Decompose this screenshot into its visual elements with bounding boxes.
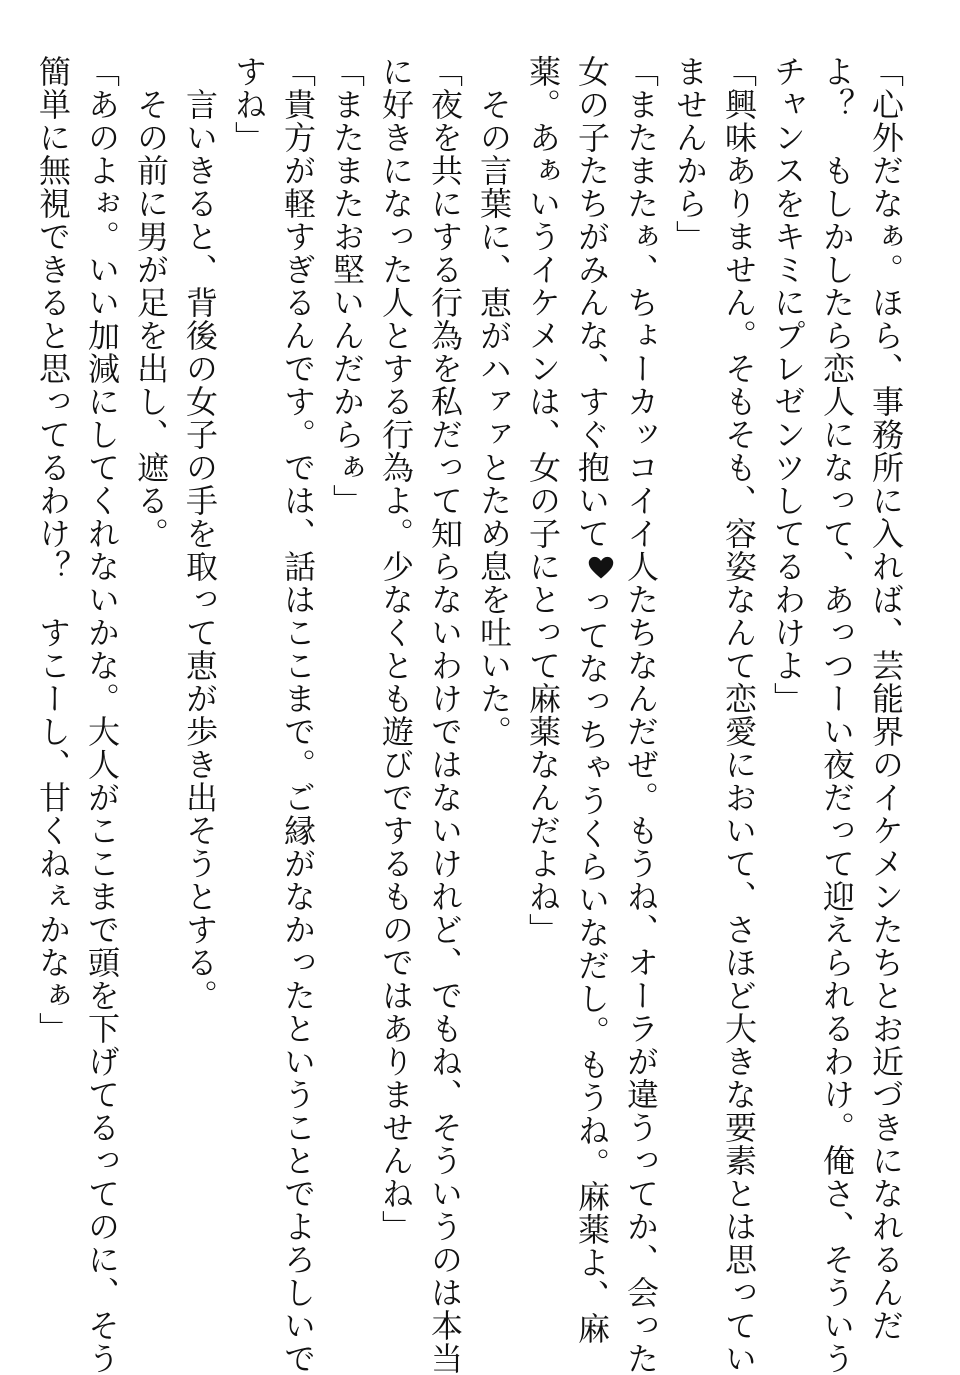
text-line-11: に好きになった人とする行為よ。少なくとも遊びでするものではありませんね」: [377, 55, 415, 1243]
vertical-text-block: [30, 55, 910, 1375]
text-line-7-tail: ってなっちゃうくらいなだし。もうね。麻薬よ、麻: [573, 586, 611, 1345]
text-line-1: 「心外だなぁ。ほら、事務所に入れば、芸能界のイケメンたちとお近づきになれるんだ: [867, 55, 905, 1342]
text-line-7-head: 女の子たちがみんな、すぐ抱いて: [573, 55, 611, 550]
text-line-3: チャンスをキミにプレゼンツしてるわけよ」: [769, 55, 807, 715]
text-line-5: ませんから」: [671, 55, 709, 253]
text-line-8: 薬。あぁいうイケメンは、女の子にとって麻薬なんだよね」: [524, 55, 562, 946]
text-line-15: 言いきると、背後の女子の手を取って恵が歩き出そうとする。: [181, 55, 219, 1012]
text-line-9: その言葉に、恵がハァァとため息を吐いた。: [475, 55, 513, 748]
text-line-6: 「またまたぁ、ちょーカッコイイ人たちなんだぜ。もうね、オーラが違うってか、会った: [622, 55, 660, 1375]
text-line-4: 「興味ありません。そもそも、容姿なんて恋愛において、さほど大きな要素とは思ってい: [720, 55, 758, 1375]
heart-icon: [587, 554, 615, 582]
text-line-16: その前に男が足を出し、遮る。: [132, 55, 170, 550]
text-line-14: すね」: [230, 55, 268, 154]
text-line-13: 「貴方が軽すぎるんです。では、話はここまで。ご縁がなかったということでよろしいで: [279, 55, 317, 1375]
text-line-7: [567, 55, 616, 1345]
text-line-17: 「あのよぉ。いい加減にしてくれないかな。大人がここまで頭を下げてるってのに、そう: [83, 55, 121, 1375]
text-line-2: よ？ もしかしたら恋人になって、あっつーい夜だって迎えられるわけ。俺さ、そういう: [818, 55, 856, 1375]
text-line-10: 「夜を共にする行為を私だって知らないわけではないけれど、でもね、そういうのは本当: [426, 55, 464, 1375]
text-line-12: 「またまたお堅いんだからぁ」: [328, 55, 366, 517]
text-line-18: 簡単に無視できると思ってるわけ？ すこーし、甘くねぇかなぁ」: [34, 55, 72, 1045]
